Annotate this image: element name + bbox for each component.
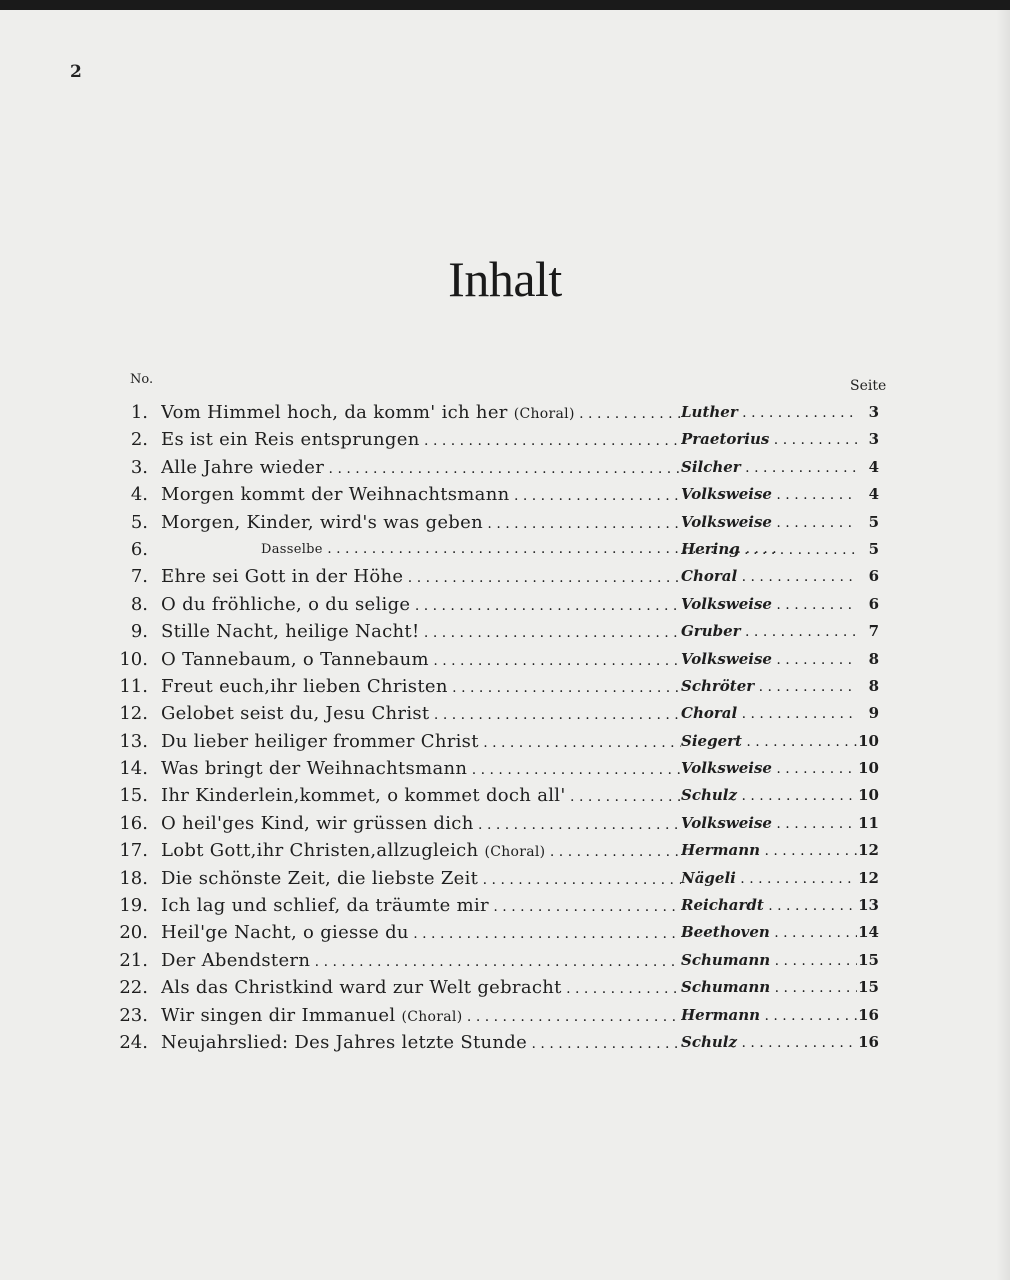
- entry-composer: Volksweise . . .: [681, 650, 857, 668]
- entry-title-text: Ehre sei Gott in der Höhe: [161, 566, 404, 588]
- entry-composer-cell: [681, 454, 857, 482]
- entry-page: 10: [858, 759, 879, 778]
- entry-number: 3.: [130, 456, 148, 478]
- entry-page: 3: [868, 403, 879, 421]
- entry-title: [161, 457, 681, 478]
- document-page: [0, 10, 1010, 1280]
- toc-row: [110, 782, 890, 809]
- entry-composer-cell: [681, 919, 857, 947]
- entry-composer: Praetorius . . .: [681, 430, 857, 448]
- entry-title: [161, 813, 681, 834]
- entry-number: 19.: [119, 895, 148, 917]
- toc-row: [110, 399, 890, 426]
- entry-title-cell: [161, 700, 681, 729]
- entry-composer: Volksweise . . .: [681, 595, 857, 613]
- entry-title: [161, 594, 681, 615]
- entry-title-cell: [161, 454, 681, 483]
- entry-page: 16: [858, 1005, 879, 1024]
- entry-note: (Choral): [401, 1008, 463, 1025]
- entry-composer: Silcher . . .: [681, 458, 857, 476]
- entry-composer-cell: [681, 646, 857, 674]
- entry-page: 16: [858, 1032, 879, 1051]
- entry-title: [161, 895, 681, 916]
- page-number: 2: [70, 62, 82, 82]
- column-header-no: No.: [130, 372, 154, 387]
- entry-composer-cell: [681, 399, 857, 427]
- toc-row: [110, 591, 890, 618]
- entry-title-text: Ihr Kinderlein,kommet, o kommet doch all': [161, 785, 566, 807]
- entry-title-text: Freut euch,ihr lieben Christen: [161, 675, 448, 697]
- entry-composer-cell: [681, 974, 857, 1002]
- entry-title: [161, 785, 681, 806]
- toc-row: [110, 919, 890, 946]
- entry-title: [161, 621, 681, 642]
- entry-number: 16.: [119, 812, 148, 834]
- entry-title-cell: [161, 865, 681, 894]
- entry-title-text: Du lieber heiliger frommer Christ: [161, 730, 479, 752]
- table-of-contents: [110, 399, 890, 1056]
- entry-title: [161, 676, 681, 697]
- entry-page: 10: [858, 731, 879, 750]
- toc-row: [110, 755, 890, 782]
- entry-title-cell: [161, 1029, 681, 1058]
- entry-page: 4: [868, 485, 879, 504]
- entry-title-cell: [161, 618, 681, 647]
- entry-title: [161, 484, 681, 505]
- entry-title-cell: [161, 782, 681, 811]
- entry-composer-cell: [681, 782, 857, 810]
- toc-row: [110, 837, 890, 864]
- entry-title-cell: [161, 509, 681, 538]
- toc-row: [110, 646, 890, 673]
- entry-title-cell: [161, 755, 681, 784]
- entry-title: [161, 868, 681, 889]
- entry-number: 17.: [119, 840, 148, 862]
- page-title: Inhalt: [448, 251, 562, 307]
- entry-page: 4: [868, 457, 879, 476]
- entry-title-text: Heil'ge Nacht, o giesse du: [161, 922, 409, 944]
- entry-page: 9: [868, 704, 879, 723]
- entry-title-text: Morgen, Kinder, wird's was geben: [161, 511, 483, 533]
- entry-page: 6: [868, 567, 879, 586]
- entry-title: [161, 977, 681, 998]
- entry-title-cell: [161, 646, 681, 675]
- entry-page: 12: [858, 868, 879, 887]
- entry-title: [161, 922, 681, 943]
- entry-composer-cell: [681, 426, 857, 454]
- entry-number: 14.: [119, 758, 148, 780]
- entry-page: 8: [868, 676, 879, 695]
- toc-row: [110, 810, 890, 837]
- page-edge-shadow: [996, 10, 1010, 1280]
- entry-page: 3: [868, 430, 879, 449]
- entry-note: (Choral): [484, 844, 546, 861]
- entry-composer: Volksweise . . .: [681, 814, 857, 832]
- entry-composer-cell: [681, 481, 857, 509]
- entry-title-text: Morgen kommt der Weihnachtsmann: [161, 484, 510, 506]
- entry-composer-cell: [681, 1002, 857, 1030]
- entry-title-text: Ich lag und schlief, da träumte mir: [161, 895, 489, 917]
- entry-composer: Schulz . . .: [681, 1033, 857, 1051]
- entry-title-text: Lobt Gott,ihr Christen,allzugleich: [161, 840, 479, 862]
- entry-number: 7.: [130, 566, 148, 588]
- entry-page: 5: [868, 539, 879, 558]
- entry-page: 10: [858, 786, 879, 805]
- entry-title-cell: [161, 974, 681, 1003]
- entry-composer-cell: [681, 563, 857, 591]
- entry-page: 14: [858, 923, 879, 942]
- entry-composer: Volksweise . . .: [681, 759, 857, 777]
- entry-title-cell: [161, 919, 681, 948]
- entry-number: 13.: [119, 730, 148, 752]
- entry-composer: Luther . . .: [681, 403, 857, 421]
- entry-composer: Volksweise . . .: [681, 513, 857, 531]
- entry-composer: Schumann . . .: [681, 951, 857, 969]
- entry-composer: Hering . . .: [681, 540, 857, 558]
- entry-composer: Beethoven . . .: [681, 923, 857, 941]
- entry-page: 13: [858, 896, 879, 915]
- entry-note: (Choral): [513, 406, 575, 422]
- entry-title: [161, 703, 681, 724]
- entry-title-text: Gelobet seist du, Jesu Christ: [161, 703, 430, 725]
- entry-number: 5.: [130, 511, 148, 533]
- entry-title-cell: [161, 810, 681, 839]
- entry-composer-cell: [681, 837, 857, 865]
- toc-row: [110, 1002, 890, 1029]
- toc-row: [110, 892, 890, 919]
- column-header-seite: Seite: [850, 378, 887, 394]
- entry-composer-cell: [681, 536, 857, 564]
- entry-number: 6.: [130, 538, 148, 560]
- entry-number: 24.: [119, 1031, 148, 1053]
- entry-title-cell: [161, 426, 681, 455]
- entry-title-text: O du fröhliche, o du selige: [161, 593, 411, 615]
- entry-title-text: Als das Christkind ward zur Welt gebracht: [161, 977, 562, 999]
- toc-row: [110, 426, 890, 453]
- entry-title-text: Dasselbe: [261, 541, 323, 557]
- entry-composer-cell: [681, 755, 857, 783]
- entry-page: 11: [858, 813, 879, 832]
- entry-composer-cell: [681, 700, 857, 728]
- entry-title-cell: [161, 591, 681, 620]
- entry-page: 15: [858, 950, 879, 969]
- entry-number: 20.: [119, 922, 148, 944]
- entry-composer: Hermann . . .: [681, 1006, 857, 1024]
- entry-title-text: Wir singen dir Immanuel: [161, 1004, 396, 1026]
- entry-title-cell: [161, 1002, 681, 1031]
- entry-composer-cell: [681, 892, 857, 920]
- entry-composer: Siegert . . .: [681, 732, 857, 750]
- entry-composer-cell: [681, 810, 857, 838]
- entry-title-text: Die schönste Zeit, die liebste Zeit: [161, 867, 479, 889]
- entry-composer-cell: [681, 1029, 857, 1057]
- entry-title: [161, 731, 681, 752]
- entry-composer: Volksweise . . .: [681, 485, 857, 503]
- toc-row: [110, 618, 890, 645]
- toc-row: [110, 563, 890, 590]
- entry-title: [161, 950, 681, 971]
- entry-title: [161, 1032, 681, 1053]
- entry-page: 5: [868, 512, 879, 531]
- entry-composer-cell: [681, 673, 857, 701]
- entry-number: 15.: [119, 785, 148, 807]
- entry-title: [161, 566, 681, 587]
- entry-title-cell: [161, 673, 681, 702]
- entry-number: 23.: [119, 1004, 148, 1026]
- entry-number: 10.: [119, 648, 148, 670]
- entry-page: 6: [868, 594, 879, 613]
- entry-composer: Choral . . .: [681, 704, 857, 722]
- entry-title-text: Alle Jahre wieder: [161, 456, 325, 478]
- entry-title-cell: [161, 837, 681, 866]
- entry-title-text: O Tannebaum, o Tannebaum: [161, 648, 429, 670]
- entry-number: 2.: [130, 429, 148, 451]
- entry-number: 1.: [130, 402, 148, 423]
- entry-title: [161, 758, 681, 779]
- entry-number: 21.: [119, 949, 148, 971]
- toc-row: [110, 509, 890, 536]
- entry-title-cell: [161, 399, 681, 428]
- entry-title-cell: [161, 947, 681, 976]
- entry-title: [161, 840, 681, 861]
- entry-page: 15: [858, 978, 879, 997]
- entry-title-text: Stille Nacht, heilige Nacht!: [161, 621, 420, 643]
- toc-row: [110, 974, 890, 1001]
- entry-title: [161, 1005, 681, 1026]
- entry-page: 7: [868, 622, 879, 641]
- entry-composer: Gruber . . .: [681, 622, 857, 640]
- toc-row: [110, 947, 890, 974]
- entry-number: 9.: [130, 621, 148, 643]
- entry-page: 12: [858, 841, 879, 860]
- entry-title-text: Der Abendstern: [161, 949, 311, 971]
- entry-title-cell: [161, 563, 681, 592]
- entry-title: [161, 429, 681, 450]
- entry-number: 18.: [119, 867, 148, 889]
- entry-title-text: Es ist ein Reis entsprungen: [161, 429, 420, 451]
- entry-composer: Schulz . . .: [681, 786, 857, 804]
- entry-composer-cell: [681, 728, 857, 756]
- entry-composer: Schumann . . .: [681, 978, 857, 996]
- entry-number: 11.: [119, 675, 148, 697]
- entry-composer: Nägeli . . .: [681, 869, 857, 887]
- entry-number: 12.: [119, 703, 148, 725]
- entry-title: [161, 512, 681, 533]
- entry-title-text: Was bringt der Weihnachtsmann: [161, 758, 468, 780]
- entry-title-cell: [161, 481, 681, 510]
- entry-composer: Hermann . . .: [681, 841, 857, 859]
- entry-number: 4.: [130, 484, 148, 506]
- entry-title-text: Neujahrslied: Des Jahres letzte Stunde: [161, 1031, 528, 1053]
- entry-title-cell: [161, 728, 681, 757]
- entry-composer: Schröter . . .: [681, 677, 857, 695]
- toc-row: [110, 700, 890, 727]
- entry-composer-cell: [681, 591, 857, 619]
- toc-row: [110, 481, 890, 508]
- toc-row: [110, 673, 890, 700]
- toc-row: [110, 454, 890, 481]
- entry-title-text: O heil'ges Kind, wir grüssen dich: [161, 812, 474, 834]
- entry-title: [161, 402, 681, 423]
- toc-row: [110, 536, 890, 563]
- toc-row: [110, 1029, 890, 1056]
- entry-composer: Choral . . .: [681, 567, 857, 585]
- entry-title: [161, 649, 681, 670]
- entry-number: 22.: [119, 977, 148, 999]
- entry-composer-cell: [681, 618, 857, 646]
- toc-row: [110, 865, 890, 892]
- toc-row: [110, 728, 890, 755]
- entry-composer: Reichardt . . .: [681, 896, 857, 914]
- entry-composer-cell: [681, 865, 857, 893]
- entry-composer-cell: [681, 509, 857, 537]
- entry-title-text: Vom Himmel hoch, da komm' ich her: [161, 402, 508, 423]
- entry-number: 8.: [130, 593, 148, 615]
- entry-composer-cell: [681, 947, 857, 975]
- entry-title-cell: [161, 892, 681, 921]
- entry-page: 8: [868, 649, 879, 668]
